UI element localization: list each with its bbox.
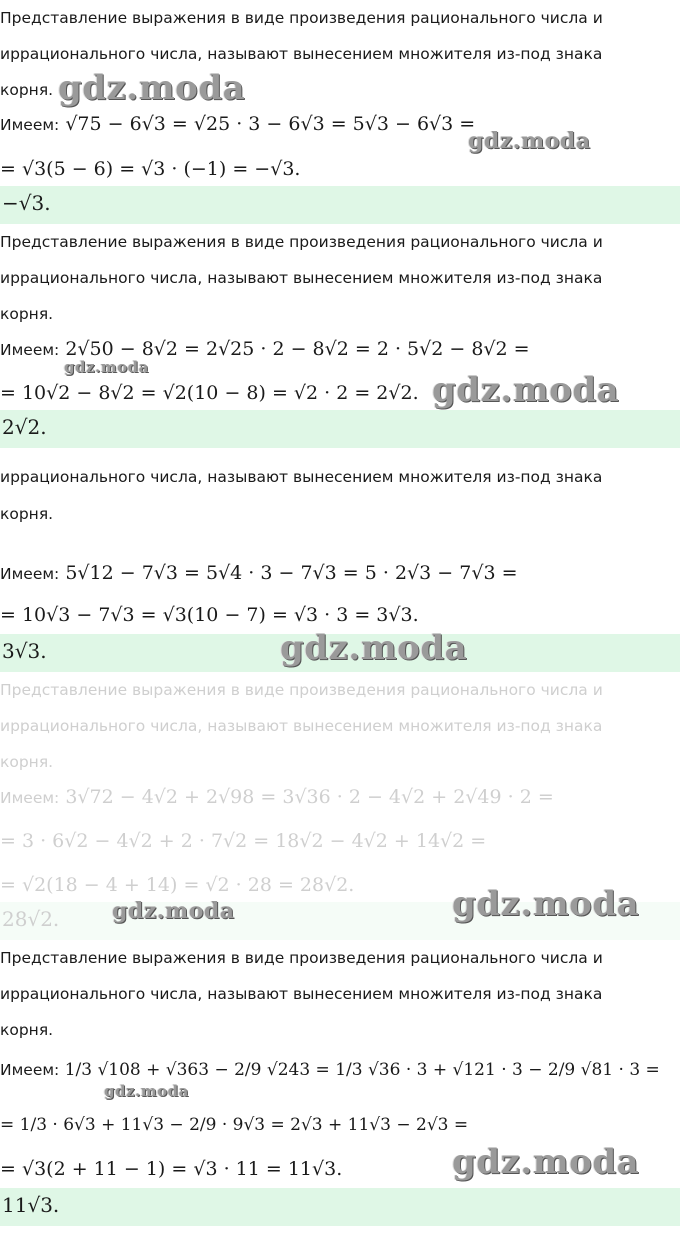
watermark-logo: gdz.moda [468,128,591,154]
intro-line-3: корня. [0,81,54,99]
label: Имеем: [0,565,60,583]
equation-text: √75 − 6√3 = √25 · 3 − 6√3 = 5√3 − 6√3 = [65,113,476,135]
equation-line: = 10√3 − 7√3 = √3(10 − 7) = √3 · 3 = 3√3. [0,604,419,626]
intro-line-1: Представление выражения в виде произведения рационального числа и [0,949,603,967]
label: Имеем: [0,341,60,359]
answer-box [0,1188,680,1226]
answer-text: 28√2. [2,907,60,931]
label: Имеем: [0,116,60,134]
watermark-logo: gdz.moda [64,358,149,376]
equation-line [0,562,518,584]
equation-text: 2√50 − 8√2 = 2√25 · 2 − 8√2 = 2 · 5√2 − 8√2 = [65,338,530,360]
equation-line: = √2(18 − 4 + 14) = √2 · 28 = 28√2. [0,874,355,896]
equation-text: 1/3 √108 + √363 − 2/9 √243 = 1/3 √36 · 3 + √121 · 3 − 2/9 √81 · 3 = [64,1060,660,1080]
intro-line-2: иррационального числа, называют вынесением множителя из-под знака [0,468,603,486]
intro-line-3: корня. [0,1021,54,1039]
answer-box [0,410,680,448]
equation-line: = 3 · 6√2 − 4√2 + 2 · 7√2 = 18√2 − 4√2 + 14√2 = [0,830,487,852]
equation-line [0,338,530,360]
watermark-logo: gdz.moda [452,1142,640,1182]
answer-text: 11√3. [2,1193,60,1217]
answer-box [0,186,680,224]
intro-line-2: иррационального числа, называют вынесением множителя из-под знака [0,985,603,1003]
watermark-logo: gdz.moda [58,68,246,108]
intro-line-1: Представление выражения в виде произведения рационального числа и [0,9,603,27]
watermark-logo: gdz.moda [432,370,620,410]
intro-line-2: иррационального числа, называют вынесением множителя из-под знака [0,269,603,287]
intro-line-3: корня. [0,753,54,771]
answer-text: 3√3. [2,639,47,663]
equation-text: 5√12 − 7√3 = 5√4 · 3 − 7√3 = 5 · 2√3 − 7√3 = [65,562,518,584]
watermark-logo: gdz.moda [112,898,235,924]
label: Имеем: [0,1061,60,1079]
equation-line: = √3(2 + 11 − 1) = √3 · 11 = 11√3. [0,1158,343,1180]
answer-text: −√3. [2,191,51,215]
equation-text: 3√72 − 4√2 + 2√98 = 3√36 · 2 − 4√2 + 2√49 · 2 = [65,786,554,808]
intro-line-3: корня. [0,505,54,523]
watermark-logo: gdz.moda [452,884,640,924]
intro-line-1: Представление выражения в виде произведения рационального числа и [0,681,603,699]
equation-line: = 10√2 − 8√2 = √2(10 − 8) = √2 · 2 = 2√2. [0,382,419,404]
equation-line: = √3(5 − 6) = √3 · (−1) = −√3. [0,158,301,180]
equation-line [0,113,475,135]
answer-text: 2√2. [2,415,47,439]
equation-line [0,786,554,808]
intro-line-3: корня. [0,305,54,323]
intro-line-1: Представление выражения в виде произведения рационального числа и [0,233,603,251]
intro-line-2: иррационального числа, называют вынесением множителя из-под знака [0,45,603,63]
watermark-logo: gdz.moda [280,628,468,668]
intro-line-2: иррационального числа, называют вынесением множителя из-под знака [0,717,603,735]
label: Имеем: [0,789,60,807]
watermark-logo: gdz.moda [104,1082,189,1100]
equation-line: = 1/3 · 6√3 + 11√3 − 2/9 · 9√3 = 2√3 + 11√3 − 2√3 = [0,1115,469,1135]
equation-line [0,1060,660,1080]
